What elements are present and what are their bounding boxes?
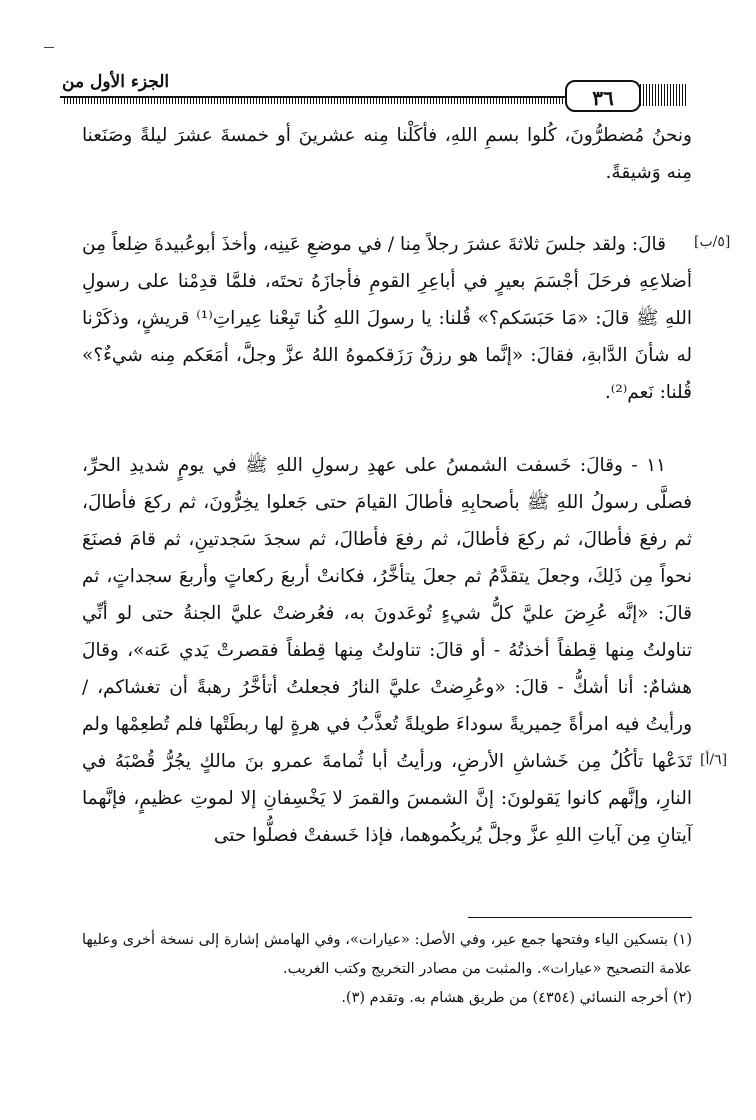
- header-rule: [60, 96, 565, 98]
- header-rule-hatched: [64, 98, 564, 104]
- paragraph-text: ونحنُ مُضطرُّونَ، كُلوا بسمِ اللهِ، فأكَلْنا مِنه عشرينَ أو خمسةَ عشرَ ليلةً وصَنَعنا مِنه وَشيقةً.: [82, 125, 692, 183]
- paragraph-text: قالَ: ولقد جلسَ ثلاثةَ عشرَ رجلاً مِنا / في موضعِ عَينِه، وأخذَ أبوعُبيدةَ ضِلعاً مِن أضلاعِهِ فرحَلَ أجْسَمَ بعيرٍ في أباعِرِ القومِ فأجازَهُ تحتَه، فلمَّا قدِمْنا على رسولِ اللهِ ﷺ قالَ: «مَا حَبَسَكم؟» قُلنا: يا رسولَ اللهِ كُنا تَبِعْنا عِيراتِ⁽¹⁾ قريشٍ، وذكَرْنا له شأنَ الدَّابةِ، فقالَ: «إنَّما هو رزقٌ رَزَقكموهُ اللهُ عزَّ وجلَّ، أمَعَكم مِنه شيءٌ؟» قُلنا: نَعم⁽²⁾.: [82, 234, 692, 403]
- manuscript-folio-marker: [٥/ب]: [694, 234, 731, 250]
- footnotes: [82, 926, 692, 1013]
- footnote-separator: [468, 917, 692, 918]
- paragraph-text: ١١ - وقالَ: خَسفت الشمسُ على عهدِ رسولِ اللهِ ﷺ في يومٍ شديدِ الحرِّ، فصلَّى رسولُ اللهِ ﷺ بأصحابِهِ فأطالَ القيامَ حتى جَعلوا يخِرُّونَ، ثم ركعَ فأطالَ، ثم رفعَ فأطالَ، ثم ركعَ فأطالَ، ثم رفعَ فأطالَ، ثم سجدَ سَجدتينِ، ثم قامَ فصنَعَ نحواً مِن ذَلِكَ، وجعلَ يتقدَّمُ ثم جعلَ يتأخَّرُ، فكانتْ أربعَ ركعاتٍ وأربعَ سجداتٍ، ثم قالَ: «إنَّه عُرِضَ عليَّ كلُّ شيءٍ تُوعَدونَ به، فعُرضتْ عليَّ الجنةُ حتى لو أنِّي تناولتُ مِنها قِطفاً أخذتُهُ - أو قالَ: تناولتُ مِنها قِطفاً فقصرتْ يَدي عَنه»، وقالَ هشامٌ: أنا أشكُّ - قالَ: «وعُرِضتْ عليَّ النارُ فجعلتُ أتأخَّرُ رهبةً أن تغشاكم، / ورأيتُ فيه امرأةً حِميريةً سوداءَ طويلةً تُعذَّبُ في هرةٍ لها ربطَتْها فلم تُطعِمْها ولم تَدَعْها تأكُلُ مِن خَشاشِ الأرضِ، ورأيتُ أبا ثُمامةَ عمرو بنَ مالكٍ يجُرُّ قُصْبَهُ في النارِ، وإنَّهم كانوا يَقولونَ: إنَّ الشمسَ والقمرَ لا يَخْسِفانِ إلا لموتِ عظيمٍ، فإنَّهما آيتانِ مِن آياتِ اللهِ عزَّ وجلَّ يُريكُموهما، فإذا خَسفتْ فصلُّوا حتى: [82, 455, 692, 846]
- corner-mark: [44, 47, 54, 48]
- page-number-box: ٣٦: [565, 80, 641, 112]
- footnote-2: (٢) أخرجه النسائي (٤٣٥٤) من طريق هشام به. وتقدم (٣).: [341, 990, 692, 1006]
- paragraph-hadith-11: [82, 447, 692, 854]
- header-ornament-hatched: [640, 84, 686, 106]
- paragraph-continuation: [82, 117, 692, 191]
- manuscript-folio-marker: [٦/أ]: [700, 752, 728, 768]
- footnote-1: (١) بتسكين الياء وفتحها جمع عير، وفي الأصل: «عيارات»، وفي الهامش إشارة إلى نسخة أخرى وعليها علامة التصحيح «عيارات». والمثبت من مصادر التخريج وكتب الغريب.: [82, 932, 692, 977]
- paragraph-hadith-10-end: [82, 226, 692, 411]
- running-header-title: الجزء الأول من: [62, 72, 170, 92]
